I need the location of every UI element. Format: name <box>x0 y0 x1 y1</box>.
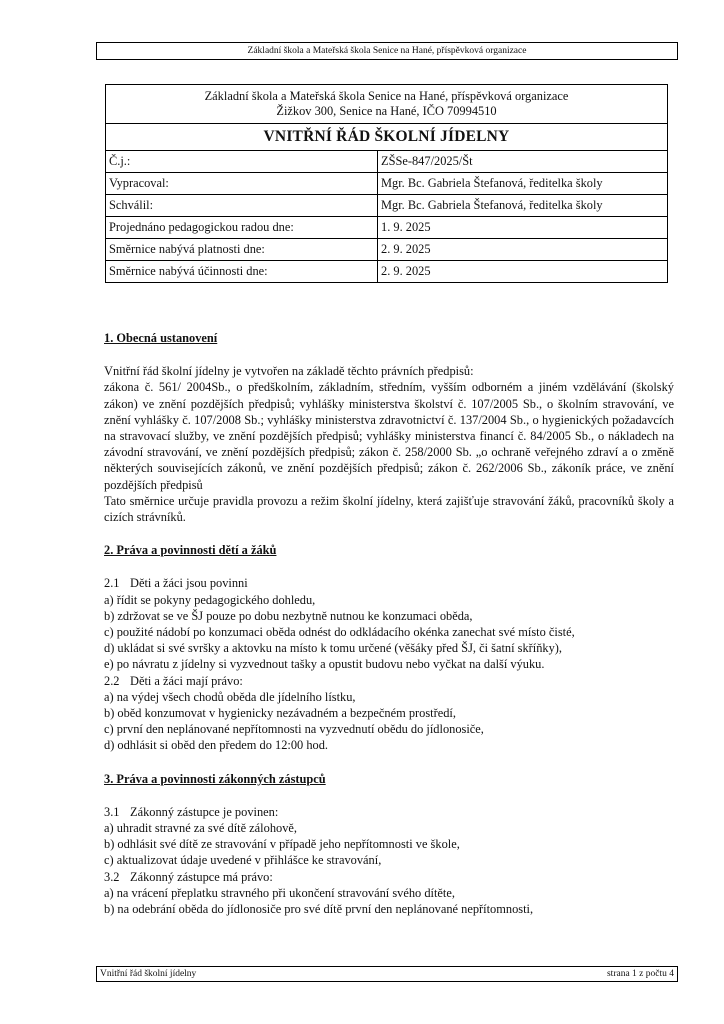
meta-value: Mgr. Bc. Gabriela Štefanová, ředitelka školy <box>378 195 668 217</box>
list-item: c) použité nádobí po konzumaci oběda odnést do odkládacího okénka zanechat své místo čisté, <box>104 625 575 640</box>
meta-label: Vypracoval: <box>106 173 378 195</box>
document-title: VNITŘNÍ ŘÁD ŠKOLNÍ JÍDELNY <box>106 124 668 151</box>
paragraph-intro: Vnitřní řád školní jídelny je vytvořen na základě těchto právních předpisů: <box>104 364 474 379</box>
list-item: b) na odebrání oběda do jídlonosiče pro své dítě první den neplánované nepřítomnosti, <box>104 902 534 917</box>
meta-row-reference <box>106 151 668 173</box>
school-info-cell <box>106 85 668 124</box>
list-item: b) oběd konzumovat v hygienicky nezávadném a bezpečném prostředí, <box>104 706 456 721</box>
school-address: Žižkov 300, Senice na Hané, IČO 70994510 <box>276 104 497 118</box>
meta-value: Mgr. Bc. Gabriela Štefanová, ředitelka školy <box>378 173 668 195</box>
list-item: d) odhlásit si oběd den předem do 12:00 hod. <box>104 738 329 753</box>
list-item: d) ukládat si své svršky a aktovku na místo k tomu určené (věšáky před ŠJ, či šatní skříňky), <box>104 641 563 656</box>
subsection-number: 2.2 <box>104 673 120 688</box>
school-name: Základní škola a Mateřská škola Senice na Hané, příspěvková organizace <box>204 89 569 103</box>
meta-row-discussed <box>106 217 668 239</box>
paragraph-laws: zákona č. 561/ 2004Sb., o předškolním, základním, středním, vyšším odborném a jiném vzdělávání (školský zákon) ve znění pozdějších předpisů; vyhlášky ministerstva školství č. 107/2005 Sb., o školním stravování, ve znění vyhlášky č. 107/2008 Sb.; vyhlášky ministerstva zdravotnictví č. 137/2004 Sb., o hygienických požadavcích na stravovací služby, ve znění pozdějších předpisů; vyhlášky ministerstva financí č. 84/2005 Sb., o nákladech na závodní stravování, ve znění pozdějších předpisů; zákon č. 258/2000 Sb. „o ochraně veřejného zdraví a o změně některých souvisejících zákonů, ve znění pozdějších předpisů; zákon č. 262/2006 Sb., zákoník práce, ve znění pozdějších předpisů <box>104 380 674 492</box>
paragraph-purpose: Tato směrnice určuje pravidla provozu a režim školní jídelny, která zajišťuje stravování žáků, pracovníků školy a cizích strávníků. <box>104 493 674 525</box>
footer-title: Vnitřní řád školní jídelny <box>100 969 197 979</box>
subsection-number: 3.1 <box>104 804 120 819</box>
meta-value: 1. 9. 2025 <box>378 217 668 239</box>
list-item: c) první den neplánované nepřítomnosti na vyzvednutí obědu do jídlonosiče, <box>104 722 484 737</box>
subsection-heading <box>104 804 674 820</box>
subsection-title: Děti a žáci jsou povinni <box>130 576 248 591</box>
subsection-number: 3.2 <box>104 869 120 884</box>
running-header: Základní škola a Mateřská škola Senice na Hané, příspěvková organizace <box>96 42 678 60</box>
list-item: a) na vrácení přeplatku stravného při ukončení stravování svého dítěte, <box>104 885 455 900</box>
meta-row-validity <box>106 239 668 261</box>
document-info-table <box>105 84 668 283</box>
meta-label: Směrnice nabývá platnosti dne: <box>106 239 378 261</box>
meta-row-approved <box>106 195 668 217</box>
section-heading: 2. Práva a povinnosti dětí a žáků <box>104 543 277 558</box>
meta-label: Č.j.: <box>106 151 378 173</box>
meta-label: Schválil: <box>106 195 378 217</box>
list-item: a) uhradit stravné za své dítě zálohově, <box>104 821 298 836</box>
section-heading: 3. Práva a povinnosti zákonných zástupců <box>104 771 326 786</box>
meta-value: ZŠSe-847/2025/Št <box>378 151 668 173</box>
document-body <box>104 330 674 917</box>
subsection-title: Děti a žáci mají právo: <box>130 673 243 688</box>
section-heading: 1. Obecná ustanovení <box>104 331 218 345</box>
list-item: b) zdržovat se ve ŠJ pouze po dobu nezbytně nutnou ke konzumaci oběda, <box>104 608 473 623</box>
page-footer <box>96 966 678 982</box>
list-item: e) po návratu z jídelny si vyzvednout tašky a opustit budovu nebo vyčkat na další výuku. <box>104 657 545 672</box>
subsection-heading <box>104 869 674 885</box>
meta-label: Směrnice nabývá účinnosti dne: <box>106 261 378 283</box>
meta-value: 2. 9. 2025 <box>378 261 668 283</box>
page-number: strana 1 z počtu 4 <box>606 969 674 979</box>
subsection-title: Zákonný zástupce má právo: <box>130 869 273 884</box>
subsection-title: Zákonný zástupce je povinen: <box>130 804 279 819</box>
meta-row-author <box>106 173 668 195</box>
list-item: b) odhlásit své dítě ze stravování v případě jeho nepřítomnosti ve škole, <box>104 837 460 852</box>
list-item: a) řídit se pokyny pedagogického dohledu, <box>104 592 316 607</box>
subsection-heading <box>104 575 674 591</box>
subsection-heading <box>104 673 674 689</box>
meta-label: Projednáno pedagogickou radou dne: <box>106 217 378 239</box>
subsection-number: 2.1 <box>104 576 120 591</box>
list-item: c) aktualizovat údaje uvedené v přihlášce ke stravování, <box>104 853 382 868</box>
list-item: a) na výdej všech chodů oběda dle jídelního lístku, <box>104 689 356 704</box>
meta-value: 2. 9. 2025 <box>378 239 668 261</box>
meta-row-effectiveness <box>106 261 668 283</box>
